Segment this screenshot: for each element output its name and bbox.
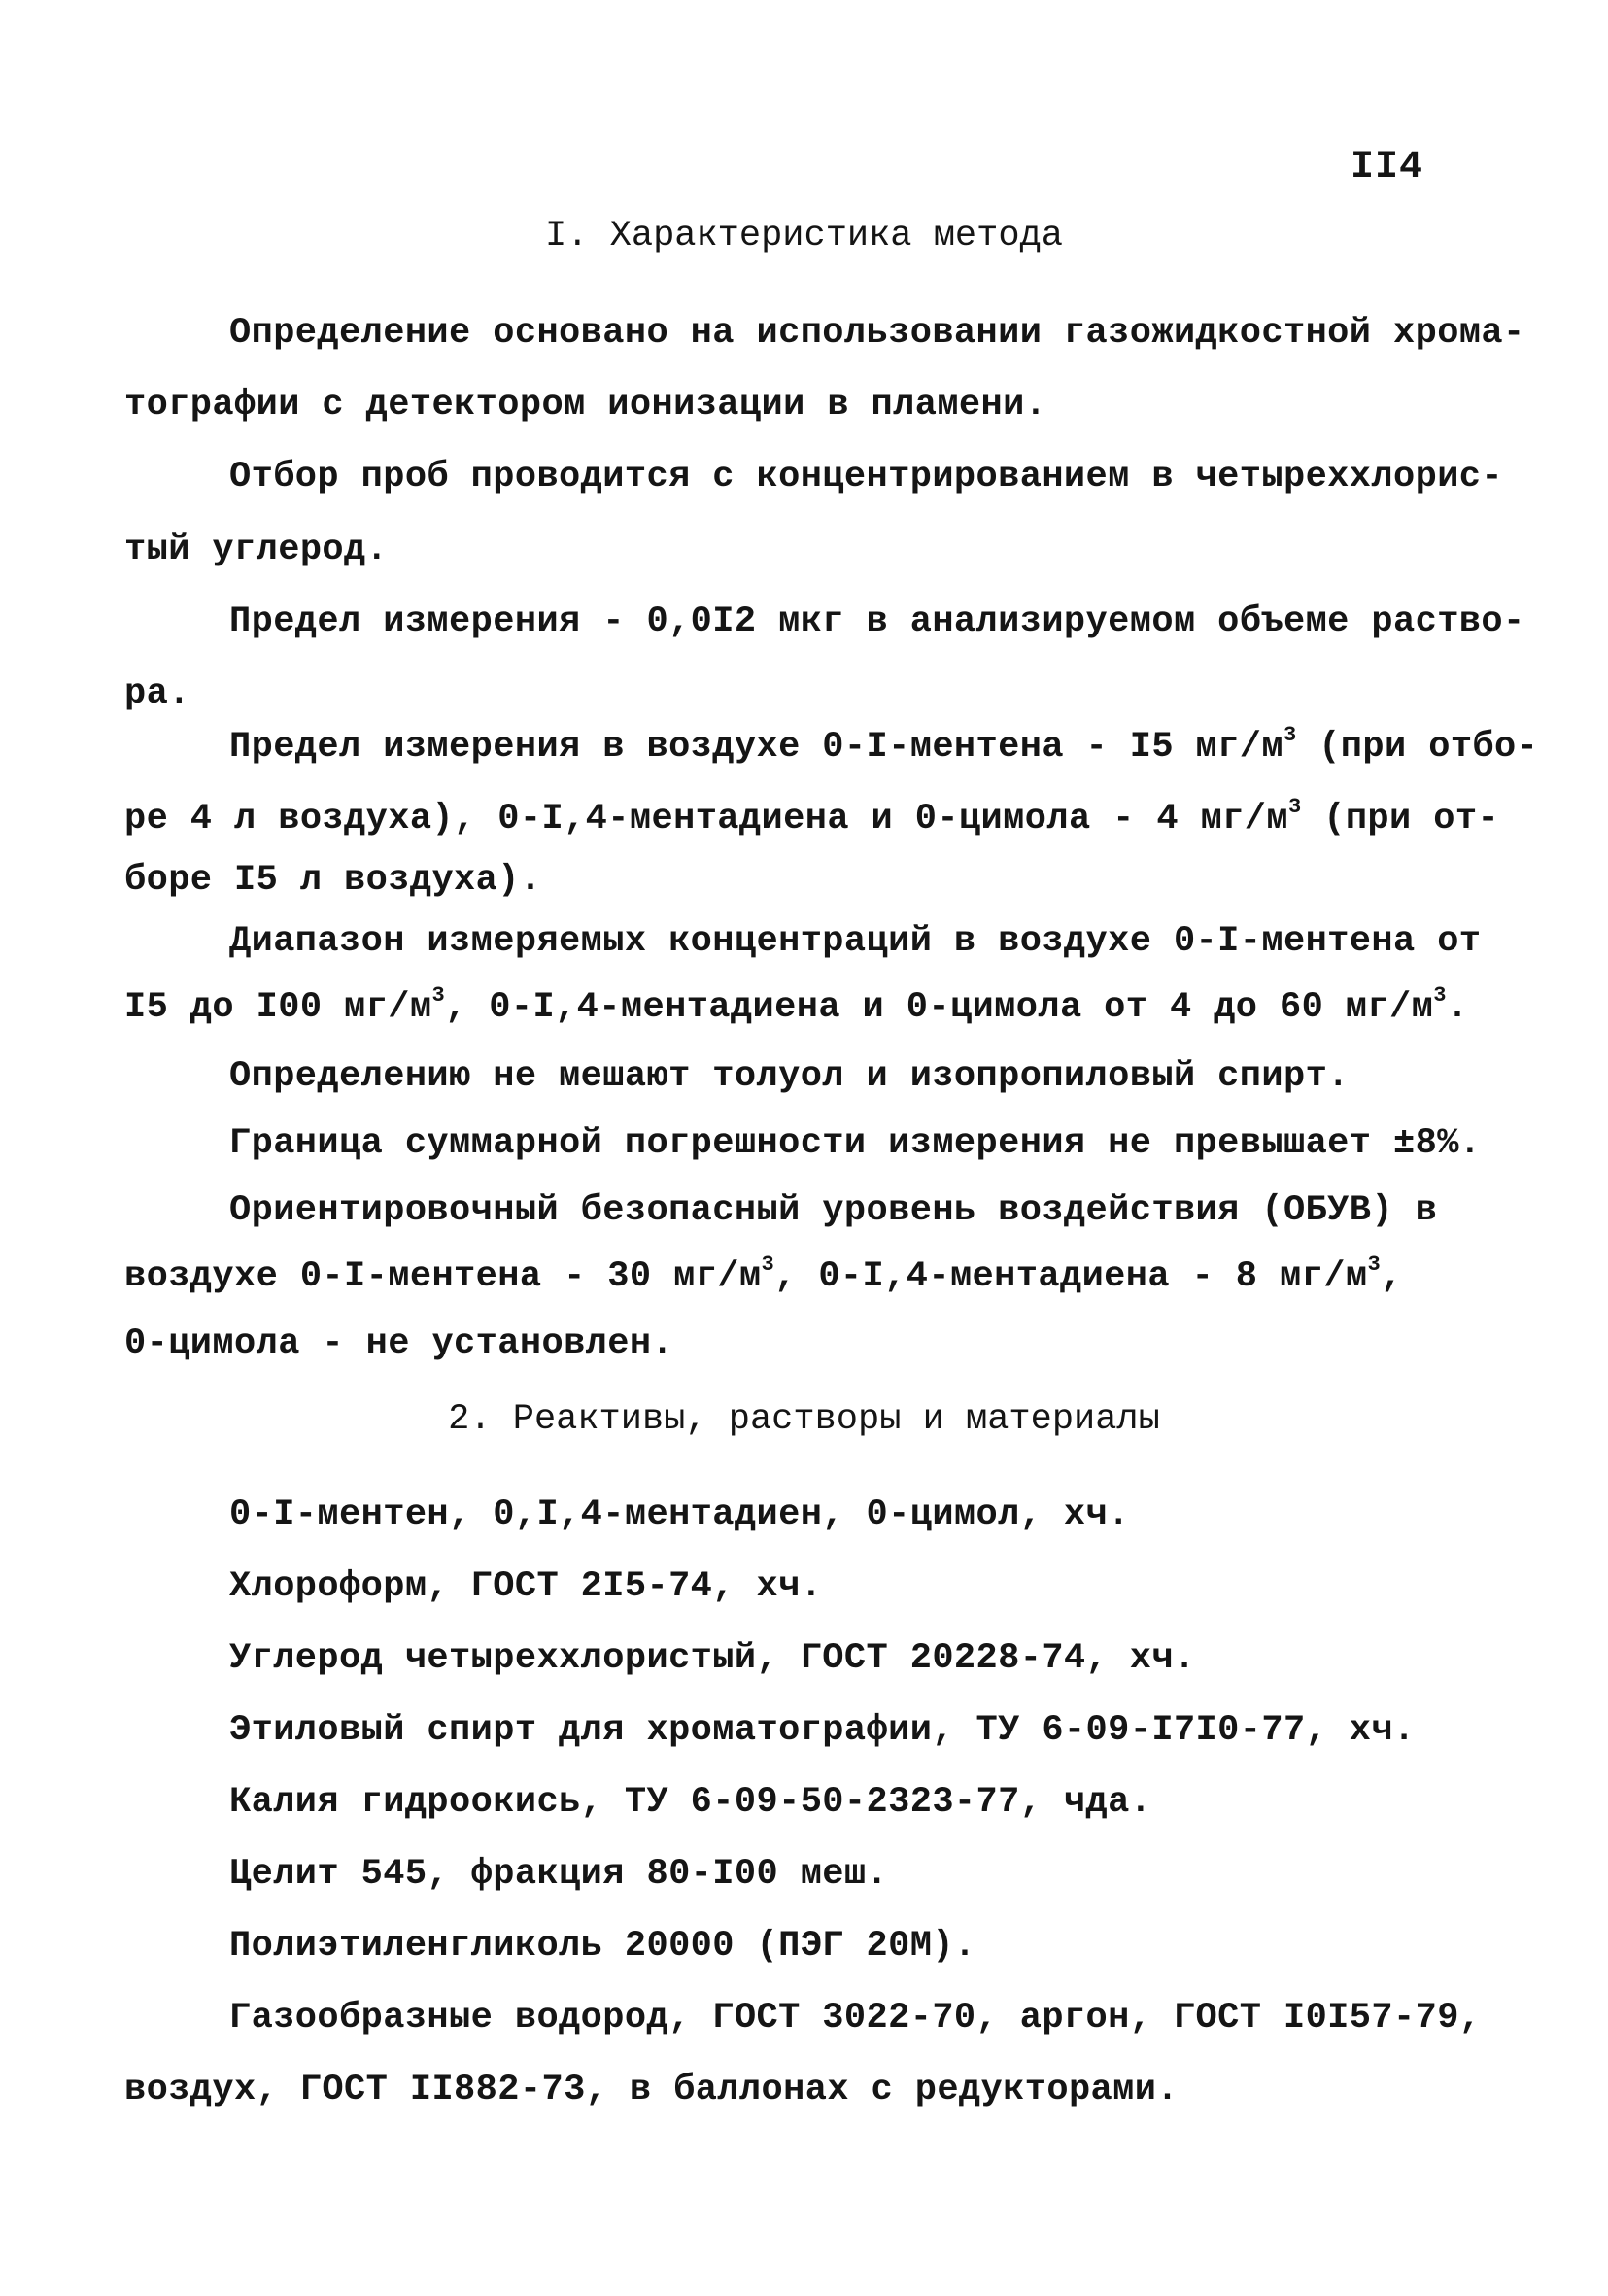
paragraph-line: 0-цимола - не установлен. — [124, 1323, 674, 1364]
paragraph-line: боре I5 л воздуха). — [124, 860, 542, 901]
list-item: Углерод четыреххлористый, ГОСТ 20228-74, хч. — [229, 1638, 1196, 1679]
list-item: воздух, ГОСТ II882-73, в баллонах с редукторами. — [124, 2070, 1179, 2110]
page-number: II4 — [1351, 146, 1424, 189]
list-item: 0-I-ментен, 0,I,4-ментадиен, 0-цимол, хч. — [229, 1494, 1130, 1535]
paragraph-line: Граница суммарной погрешности измерения не превышает ±8%. — [229, 1123, 1482, 1164]
paragraph-line: тографии с детектором ионизации в пламени. — [124, 385, 1047, 426]
paragraph-line: I5 до I00 $мг/м^3$, 0-I,4-ментадиена и 0-цимола от 4 до 60 $мг/м^3$. — [124, 983, 1469, 1028]
list-item: Целит 545, фракция 80-I00 меш. — [229, 1854, 889, 1895]
paragraph-line: Определению не мешают толуол и изопропиловый спирт. — [229, 1056, 1350, 1097]
section-1-heading: I. Характеристика метода — [545, 216, 1063, 257]
paragraph-line: тый углерод. — [124, 530, 389, 570]
paragraph-line: Отбор проб проводится с концентрированием в четыреххлорис- — [229, 457, 1504, 497]
paragraph-line: ра. — [124, 673, 190, 714]
list-item: Полиэтиленгликоль 20000 (ПЭГ 20М). — [229, 1926, 976, 1967]
paragraph-line: Диапазон измеряемых концентраций в воздухе 0-I-ментена от — [229, 921, 1482, 962]
superscript: 3 — [1283, 723, 1297, 747]
superscript: 3 — [431, 983, 446, 1008]
paragraph-line: ре 4 л воздуха), 0-I,4-ментадиена и 0-цимола - 4 $мг/м^3$ (при от- — [124, 795, 1500, 840]
paragraph-line: Определение основано на использовании газожидкостной хрома- — [229, 313, 1525, 354]
paragraph-line: воздухе 0-I-ментена - 30 $мг/м^3$, 0-I,4-ментадиена - 8 $мг/м^3$, — [124, 1252, 1403, 1297]
list-item: Калия гидроокись, ТУ 6-09-50-2323-77, чда. — [229, 1782, 1152, 1823]
section-2-heading: 2. Реактивы, растворы и материалы — [448, 1399, 1160, 1440]
superscript: 3 — [1367, 1252, 1382, 1277]
list-item: Газообразные водород, ГОСТ 3022-70, аргон, ГОСТ I0I57-79, — [229, 1998, 1482, 2039]
paragraph-line: Предел измерения - 0,0I2 мкг в анализируемом объеме раство- — [229, 601, 1525, 642]
superscript: 3 — [1288, 795, 1302, 819]
paragraph-line: Предел измерения в воздухе 0-I-ментена - I5 $мг/м^3$ (при отбо- — [229, 723, 1539, 768]
superscript: 3 — [761, 1252, 775, 1277]
list-item: Хлороформ, ГОСТ 2I5-74, хч. — [229, 1566, 823, 1607]
superscript: 3 — [1433, 983, 1447, 1008]
paragraph-line: Ориентировочный безопасный уровень воздействия (ОБУВ) в — [229, 1190, 1438, 1231]
list-item: Этиловый спирт для хроматографии, ТУ 6-09-I7I0-77, хч. — [229, 1710, 1416, 1751]
